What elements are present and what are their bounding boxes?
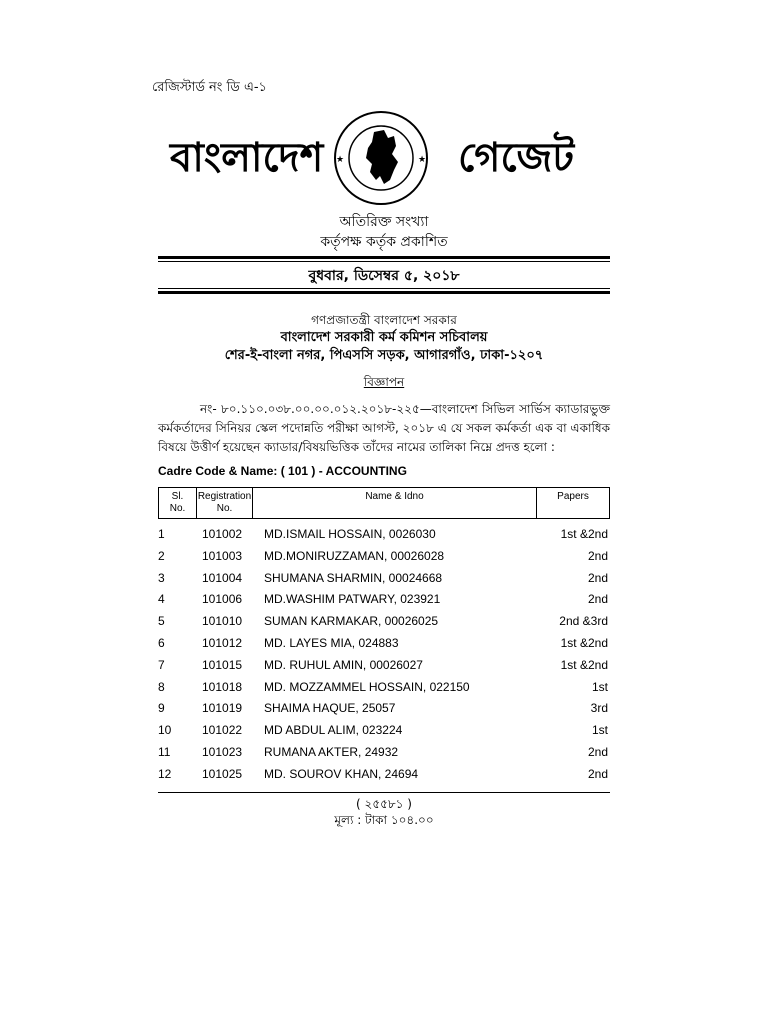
sl-no: 8 (158, 679, 165, 694)
notice-body (158, 400, 610, 457)
office-address: শের-ই-বাংলা নগর, পিএসসি সড়ক, আগারগাঁও, ঢাকা-১২০৭ (224, 348, 544, 363)
header-rule-top-thin (158, 261, 610, 262)
cadre-title: Cadre Code & Name: ( 101 ) - ACCOUNTING (158, 464, 407, 478)
registration-no: 101022 (202, 723, 243, 738)
table-row (158, 742, 610, 764)
papers-passed: 2nd (587, 548, 608, 563)
sl-no: 6 (158, 635, 165, 650)
papers-passed: 1st (591, 723, 608, 738)
registration-no: 101018 (202, 679, 243, 694)
papers-passed: 2nd (587, 570, 608, 585)
table-row (158, 611, 610, 633)
candidate-name: MD. LAYES MIA, 024883 (264, 635, 399, 650)
table-bottom-rule (158, 792, 610, 793)
bangladesh-map-emblem-icon (322, 110, 440, 206)
sl-no: 11 (158, 744, 171, 759)
header-reg-line1: Registration (197, 491, 252, 502)
sl-no: 1 (158, 527, 165, 541)
header-papers: Papers (557, 491, 589, 502)
papers-passed: 1st &2nd (560, 657, 608, 672)
table-header (158, 487, 610, 519)
registration-no: 101023 (202, 744, 243, 759)
table-row (158, 677, 610, 699)
svg-text:★: ★ (336, 155, 345, 165)
candidate-name: SUMAN KARMAKAR, 00026025 (264, 614, 439, 629)
registration-no: 101025 (202, 766, 243, 781)
header-sl (159, 488, 197, 518)
candidate-name: MD. RUHUL AMIN, 00026027 (264, 657, 423, 672)
sl-no: 10 (158, 723, 172, 738)
table-row (158, 524, 610, 546)
registration-no: 101010 (202, 614, 243, 629)
table-row (158, 655, 610, 677)
header-sl-line1: Sl. (171, 491, 184, 502)
candidate-name: MD.WASHIM PATWARY, 023921 (264, 592, 441, 607)
office-name: বাংলাদেশ সরকারী কর্ম কমিশন সচিবালয় (280, 330, 488, 345)
registration-no: 101012 (202, 635, 243, 650)
papers-passed: 2nd (587, 592, 608, 607)
header-name: Name & Idno (253, 488, 537, 518)
price-label: মূল্য : টাকা ১০৪.০০ (334, 813, 434, 827)
candidate-name: MD ABDUL ALIM, 023224 (264, 723, 403, 738)
sl-no: 5 (158, 614, 165, 629)
registration-number: রেজিস্টার্ড নং ডি এ-১ (152, 80, 267, 95)
candidate-name: SHUMANA SHARMIN, 00024668 (264, 570, 443, 585)
government-emblem (322, 110, 440, 206)
masthead-title-left: বাংলাদেশ (170, 135, 324, 181)
papers-passed: 2nd (587, 766, 608, 781)
government-name: গণপ্রজাতন্ত্রী বাংলাদেশ সরকার (311, 313, 457, 327)
masthead-title-right: গেজেট (458, 135, 575, 181)
sl-no: 7 (158, 657, 165, 672)
papers-passed: 1st &2nd (560, 527, 608, 541)
header-reg-line2: No. (216, 503, 233, 514)
page-number: ( ২৫৫৮১ ) (356, 797, 412, 811)
table-row (158, 698, 610, 720)
sl-no: 4 (158, 592, 165, 607)
notice-body-text: নং- ৮০.১১০.০৩৮.০০.০০.০১২.২০১৮-২২৫—বাংলাদেশ সিভিল সার্ভিস ক্যাডারভুক্ত কর্মকর্তাদের সিনিয়র স্কেল পদোন্নতি পরীক্ষা আগস্ট, ২০১৮ এ যে সকল কর্মকর্তা এক বা একাধিক বিষয়ে উত্তীর্ণ হয়েছেন ক্যাডার/বিষয়ভিত্তিক তাঁদের নামের তালিকা নিম্নে প্রদত্ত হলো : (158, 402, 610, 454)
results-table (158, 524, 610, 786)
table-row (158, 720, 610, 742)
sl-no: 9 (158, 701, 165, 716)
published-by-label: কর্তৃপক্ষ কর্তৃক প্রকাশিত (320, 234, 448, 250)
extra-issue-label: অতিরিক্ত সংখ্যা (339, 214, 429, 230)
header-rule-bottom (158, 291, 610, 294)
papers-passed: 3rd (590, 701, 608, 716)
sl-no: 2 (158, 548, 165, 563)
papers-passed: 1st &2nd (560, 635, 608, 650)
table-row (158, 589, 610, 611)
registration-no: 101006 (202, 592, 243, 607)
registration-no: 101015 (202, 657, 243, 672)
candidate-name: MD.MONIRUZZAMAN, 00026028 (264, 548, 445, 563)
candidate-name: SHAIMA HAQUE, 25057 (264, 701, 396, 716)
svg-text:★: ★ (418, 155, 427, 165)
candidate-name: MD. SOUROV KHAN, 24694 (264, 766, 419, 781)
candidate-name: MD.ISMAIL HOSSAIN, 0026030 (264, 527, 436, 541)
issue-date: বুধবার, ডিসেম্বর ৫, ২০১৮ (308, 268, 460, 284)
papers-passed: 2nd (587, 744, 608, 759)
header-rule-top (158, 256, 610, 259)
table-row (158, 568, 610, 590)
table-row (158, 633, 610, 655)
registration-no: 101019 (202, 701, 243, 716)
registration-no: 101004 (202, 570, 243, 585)
candidate-name: RUMANA AKTER, 24932 (264, 744, 399, 759)
header-sl-line2: No. (169, 503, 186, 514)
registration-no: 101003 (202, 548, 243, 563)
candidate-name: MD. MOZZAMMEL HOSSAIN, 022150 (264, 679, 470, 694)
papers-passed: 1st (591, 679, 608, 694)
header-registration (197, 488, 253, 518)
sl-no: 3 (158, 570, 165, 585)
header-rule-bottom-thin (158, 288, 610, 289)
table-row (158, 546, 610, 568)
papers-passed: 2nd &3rd (559, 614, 608, 629)
table-row (158, 764, 610, 786)
registration-no: 101002 (202, 527, 243, 541)
sl-no: 12 (158, 766, 172, 781)
notice-heading: বিজ্ঞাপন (363, 375, 405, 389)
